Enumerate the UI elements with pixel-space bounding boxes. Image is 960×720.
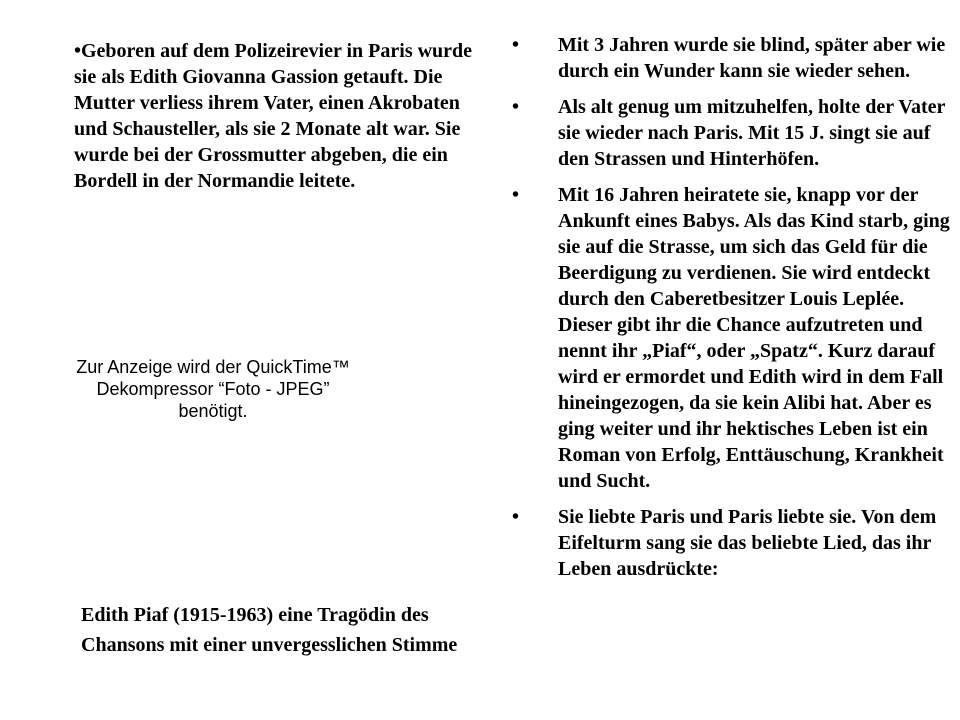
bullet-icon: • — [512, 34, 520, 56]
list-item-text: Als alt genug um mitzuhelfen, holte der Vater sie wieder nach Paris. Mit 15 J. singt sie auf den Strassen und Hinterhöfen. — [558, 96, 946, 170]
list-item-text: Mit 3 Jahren wurde sie blind, später aber wie durch ein Wunder kann sie wieder sehen. — [558, 34, 946, 82]
bullet-icon: • — [512, 184, 520, 206]
placeholder-line-1: Zur Anzeige wird der QuickTime™ — [76, 357, 350, 377]
list-item — [512, 504, 956, 582]
photo-caption: Edith Piaf (1915-1963) eine Tragödin des Chansons mit einer unvergesslichen Stimme — [81, 604, 458, 656]
list-item-text: Mit 16 Jahren heiratete sie, knapp vor der Ankunft eines Babys. Als das Kind starb, ging sie auf die Strasse, um sich das Geld für die Beerdigung zu verdienen. Sie wird entdeckt durch den Caberetbesitzer Louis Leplée. Dieser gibt ihr die Chance aufzutreten und nennt ihr „Piaf“, oder „Spatz“. Kurz darauf wird er ermordet und Edith wird in dem Fall hineingezogen, da sie kein Alibi hat. Aber es ging weiter und ihr hektisches Leben ist ein Roman von Erfolg, Enttäuschung, Krankheit und Sucht. — [558, 184, 950, 492]
biography-bullet-list — [512, 32, 956, 592]
list-item — [512, 32, 956, 84]
list-item — [512, 94, 956, 172]
bullet-icon: • — [512, 96, 520, 118]
quicktime-image-placeholder — [60, 356, 366, 422]
placeholder-line-3: benötigt. — [178, 401, 248, 421]
placeholder-line-2: Dekompressor “Foto - JPEG” — [96, 379, 330, 399]
intro-paragraph: •Geboren auf dem Polizeirevier in Paris wurde sie als Edith Giovanna Gassion getauft. Die Mutter verliess ihrem Vater, einen Akrobaten und Schausteller, als sie 2 Monate alt war. Sie wurde bei der Grossmutter abgeben, die ein Bordell in der Normandie leitete. — [74, 40, 473, 192]
list-item-text: Sie liebte Paris und Paris liebte sie. Von dem Eifelturm sang sie das beliebte Lied, das ihr Leben ausdrückte: — [558, 506, 937, 580]
list-item — [512, 182, 956, 494]
bullet-icon: • — [512, 506, 520, 528]
